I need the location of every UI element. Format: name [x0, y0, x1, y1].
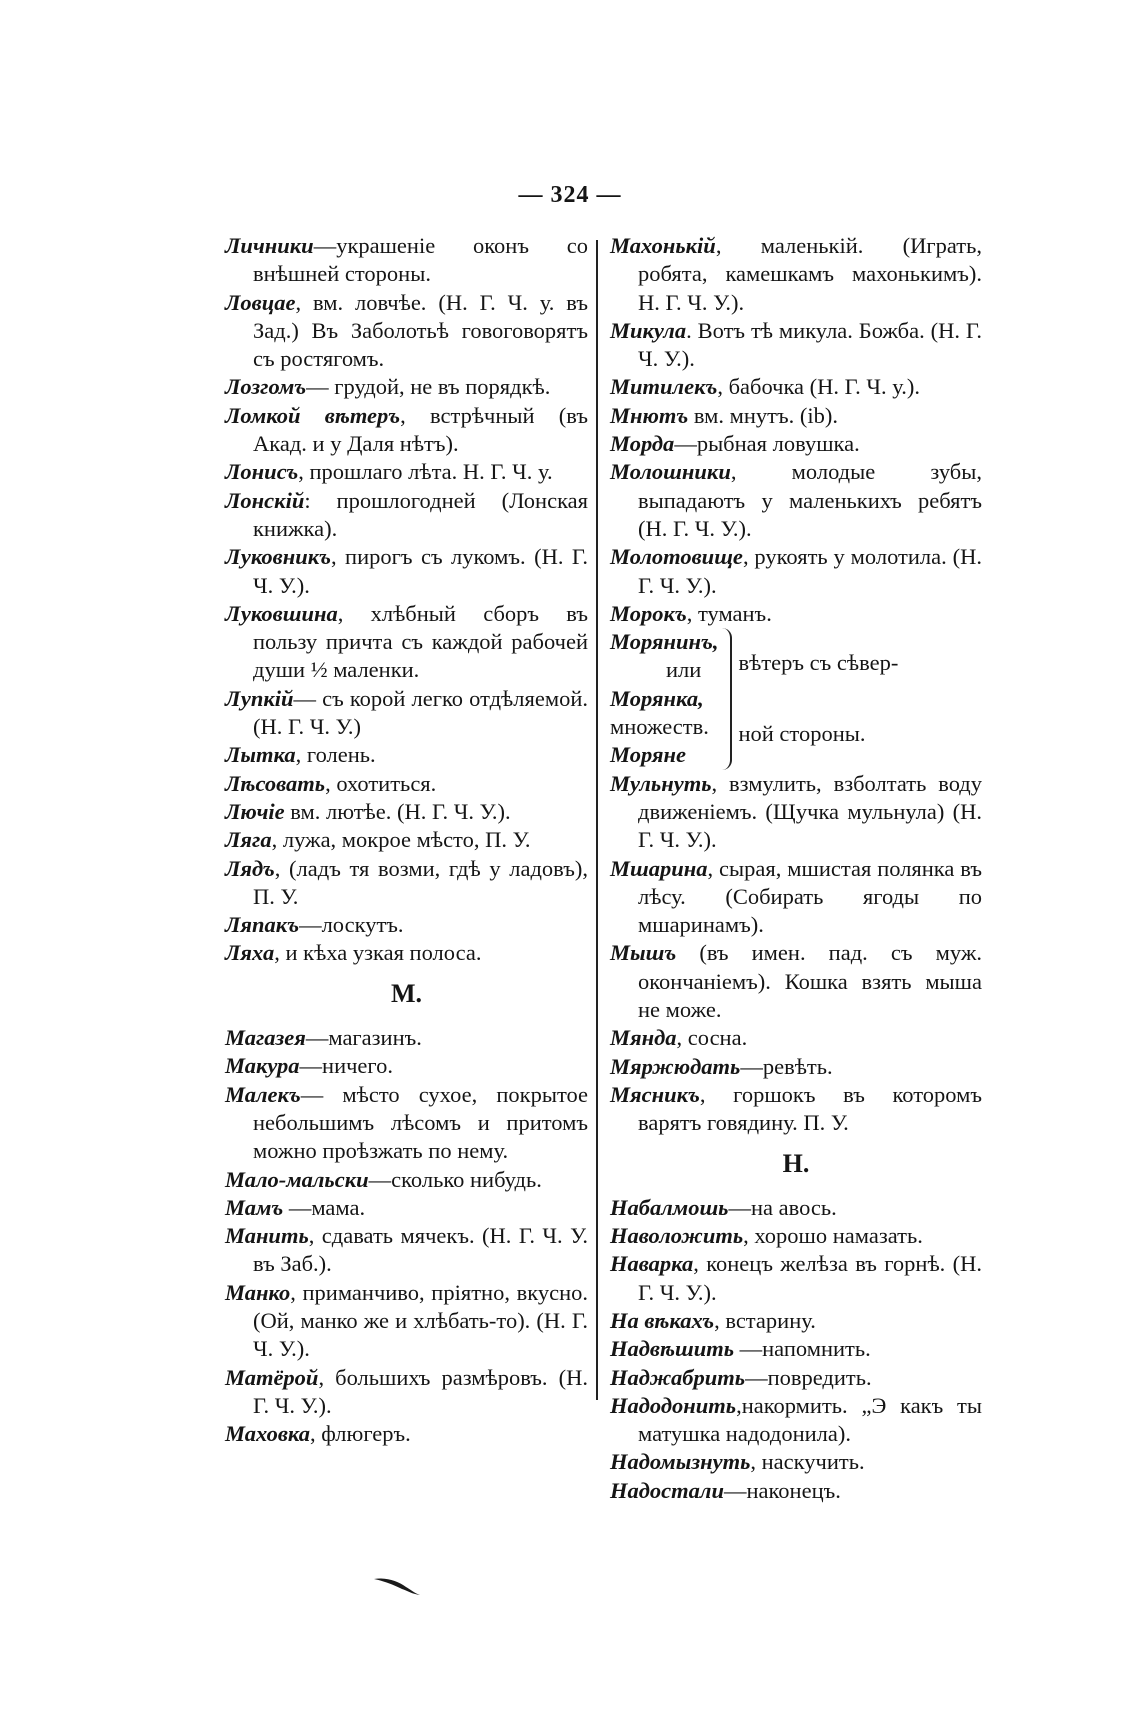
curly-brace-icon: [720, 628, 732, 769]
dictionary-entry: [610, 402, 982, 430]
entry-definition: , большихъ размѣровъ. (Н. Г. Ч. У.).: [253, 1364, 588, 1418]
brace-words: [610, 628, 718, 769]
entry-definition: —сколько нибудь.: [368, 1166, 542, 1192]
entry-definition: , встарину.: [714, 1307, 816, 1333]
brace-word-ili: или: [666, 657, 702, 683]
entry-headword: Луковшина: [225, 600, 338, 626]
page-number: — 324 —: [518, 182, 622, 208]
entry-headword: Микула: [610, 317, 687, 343]
dictionary-entry: [610, 1081, 982, 1138]
dictionary-entry: [610, 430, 982, 458]
dictionary-entry: [610, 855, 982, 940]
brace-def-line1: вѣтеръ съ сѣвер-: [738, 650, 899, 676]
dictionary-entry: [610, 1335, 982, 1363]
entry-headword: Надодонить: [610, 1392, 737, 1418]
entry-definition: , молодые зубы, выпадаютъ у маленькихъ ребятъ (Н. Г. Ч. У.).: [638, 459, 982, 541]
dictionary-entry: [225, 1279, 588, 1364]
right-column: [610, 232, 982, 1505]
entry-definition: (въ имен. пад. съ муж. окончаніемъ). Кошка взять мыша не може.: [638, 940, 982, 1023]
fleuron-icon: [372, 1575, 422, 1597]
entry-headword: Наджабрить: [610, 1364, 746, 1390]
entry-headword: Лытка: [225, 742, 296, 768]
entry-definition: , прошлаго лѣта. Н. Г. Ч. у.: [298, 459, 553, 485]
dictionary-entry: [225, 826, 588, 854]
entry-headword: Мянда: [610, 1025, 677, 1051]
entry-definition: , охотиться.: [325, 770, 437, 796]
entry-headword: Наварка: [610, 1251, 694, 1277]
entry-definition: ,накормить. „Э какъ ты матушка надодонила).: [638, 1392, 982, 1447]
entry-headword: На вѣкахъ: [610, 1307, 715, 1333]
entry-headword: Малекъ: [225, 1081, 301, 1107]
entry-headword: Молотовище: [610, 544, 743, 570]
entry-definition: , наскучить.: [750, 1449, 865, 1475]
entry-headword: Ляха: [225, 940, 275, 966]
entry-headword: Луковникъ: [225, 544, 331, 570]
dictionary-entry: [610, 600, 982, 628]
dictionary-entry: [610, 1448, 982, 1476]
dictionary-entry: [225, 1222, 588, 1279]
entry-definition: , хлѣбный сборъ въ пользу причта съ каждой рабочей души ½ маленки.: [253, 600, 588, 683]
dictionary-entry: [610, 1392, 982, 1449]
entry-headword: Мало-мальски: [225, 1166, 369, 1192]
dictionary-entry: [225, 232, 588, 289]
dictionary-entry: [225, 487, 588, 544]
dictionary-entry: [225, 458, 588, 486]
entry-definition: , (ладъ тя возми, гдѣ у ладовъ), П. У.: [253, 855, 588, 909]
dictionary-entry: [610, 939, 982, 1024]
entry-headword: Махонькій: [610, 233, 716, 258]
entry-definition: , сырая, мшистая полянка въ лѣсу. (Собирать ягоды по мшаринамъ).: [638, 855, 982, 938]
entries-m-after-brace: [610, 770, 982, 1138]
dictionary-entry: [225, 600, 588, 685]
entries-n: [610, 1194, 982, 1505]
entry-definition: , хорошо намазать.: [743, 1223, 923, 1249]
entry-definition: , встрѣчный (въ Акад. и у Даля нѣтъ).: [253, 402, 588, 457]
brace-definition: [738, 628, 898, 769]
dictionary-entry: [225, 1364, 588, 1421]
entry-headword: Надомызнуть: [610, 1449, 751, 1475]
entries-m: [225, 1024, 588, 1448]
entry-headword: Надвѣшить: [610, 1336, 735, 1362]
dictionary-entry: [225, 543, 588, 600]
dictionary-entry: [225, 1052, 588, 1080]
entry-headword: Лядъ: [225, 855, 275, 881]
entry-definition: , сосна.: [676, 1025, 748, 1051]
entry-definition: , голень.: [295, 742, 376, 768]
entry-headword: Надостали: [610, 1477, 724, 1503]
entry-headword: Маховка: [225, 1421, 311, 1447]
entry-headword: Набалмошь: [610, 1194, 729, 1220]
entry-definition: —украшеніе оконъ со внѣшней стороны.: [253, 233, 588, 287]
entry-headword: Митилекъ: [610, 374, 718, 400]
entry-definition: —ничего.: [299, 1053, 393, 1079]
dictionary-entry: [610, 1477, 982, 1505]
entry-definition: , и кѣха узкая полоса.: [274, 940, 482, 966]
dictionary-entry: [610, 1194, 982, 1222]
entry-definition: —ревѣть.: [740, 1053, 833, 1079]
entry-definition: —лоскутъ.: [299, 912, 404, 938]
entry-definition: — мѣсто сухое, покрытое небольшимъ лѣсомъ и притомъ можно проѣзжать по нему.: [253, 1081, 588, 1164]
brace-def-line2: ной стороны.: [738, 721, 866, 747]
dictionary-entry: [610, 543, 982, 600]
brace-word-mnozhestv: множеств.: [610, 714, 709, 740]
entry-headword: Макура: [225, 1053, 300, 1079]
entry-headword: Мнютъ: [610, 402, 689, 428]
dictionary-entry: [610, 373, 982, 401]
dictionary-entry: [225, 939, 588, 967]
dictionary-entry: [225, 1166, 588, 1194]
entry-headword: Мшарина: [610, 855, 708, 881]
dictionary-entry: [610, 317, 982, 374]
entry-headword: Манко: [225, 1279, 291, 1305]
dictionary-entry: [610, 1053, 982, 1081]
entry-headword: Личники: [225, 233, 314, 258]
dictionary-entry: [225, 855, 588, 912]
entry-headword: Наволожить: [610, 1223, 744, 1249]
dictionary-entry: [225, 685, 588, 742]
entries-m-continued: [610, 232, 982, 628]
entry-headword: Морокъ: [610, 600, 687, 626]
entry-definition: , сдавать мячекъ. (Н. Г. Ч. У. въ Заб.).: [253, 1223, 588, 1277]
entries-l: [225, 232, 588, 968]
dictionary-entry: [225, 373, 588, 401]
entry-headword: Лѣсовать: [225, 770, 326, 796]
dictionary-entry: [610, 770, 982, 855]
entry-headword: Мышъ: [610, 940, 677, 966]
entry-definition: , конецъ желѣза въ горнѣ. (Н. Г. Ч. У.).: [638, 1251, 982, 1305]
entry-definition: , рукоять у молотила. (Н. Г. Ч. У.).: [638, 544, 982, 598]
dictionary-entry: [225, 402, 588, 459]
dictionary-entry: [610, 1307, 982, 1335]
entry-definition: —рыбная ловушка.: [674, 431, 860, 457]
entry-definition: . Вотъ тѣ микула. Божба. (Н. Г. Ч. У.).: [638, 317, 982, 372]
entry-headword: Лючіе: [225, 798, 285, 824]
entry-definition: , маленькій. (Играть, робята, камешкамъ махонькимъ). Н. Г. Ч. У.).: [638, 233, 982, 315]
entry-definition: , бабочка (Н. Г. Ч. у.).: [717, 374, 920, 400]
entry-headword: Ляга: [225, 827, 272, 853]
entry-definition: —мама.: [283, 1194, 366, 1220]
entry-headword: Матёрой: [225, 1364, 319, 1390]
entry-definition: , вм. ловчѣе. (Н. Г. Ч. у. въ Зад.) Въ Заболотьѣ говоговорятъ съ ростягомъ.: [253, 289, 588, 372]
brace-word-moryane: Моряне: [610, 742, 686, 768]
entry-definition: , туманъ.: [686, 600, 772, 626]
brace-group-moryanin: [610, 628, 982, 769]
entry-headword: Манить: [225, 1223, 309, 1249]
dictionary-entry: [610, 1250, 982, 1307]
entry-headword: Морда: [610, 431, 675, 457]
column-divider: [596, 240, 598, 1400]
entry-definition: , взмулить, взболтать воду движеніемъ. (Щучка мульнула) (Н. Г. Ч. У.).: [638, 770, 982, 853]
section-letter-n: Н.: [782, 1148, 810, 1178]
entry-definition: : прошлогодней (Лонская книжка).: [253, 487, 588, 541]
dictionary-entry: [225, 1081, 588, 1166]
entry-definition: , пирогъ съ лукомъ. (Н. Г. Ч. У.).: [253, 544, 588, 598]
entry-headword: Ломкой вѣтеръ: [225, 402, 401, 428]
entry-headword: Лозгомъ: [225, 374, 307, 400]
entry-headword: Лонисъ: [225, 459, 299, 485]
entry-headword: Молошники: [610, 459, 731, 485]
entry-headword: Мамъ: [225, 1194, 284, 1220]
entry-definition: — съ корой легко отдѣляемой. (Н. Г. Ч. У.): [253, 685, 588, 740]
dictionary-entry: [610, 1222, 982, 1250]
brace-word-moryanka: Морянка,: [610, 685, 704, 711]
entry-headword: Ловцае: [225, 289, 296, 315]
dictionary-entry: [225, 798, 588, 826]
dictionary-entry: [225, 741, 588, 769]
dictionary-entry: [610, 232, 982, 317]
entry-headword: Мяржюдать: [610, 1053, 741, 1079]
dictionary-entry: [225, 770, 588, 798]
entry-headword: Лупкій: [225, 685, 294, 711]
dictionary-entry: [225, 1194, 588, 1222]
entry-definition: , лужа, мокрое мѣсто, П. У.: [271, 827, 531, 853]
dictionary-entry: [610, 458, 982, 543]
entry-definition: —на авось.: [728, 1194, 837, 1220]
entry-headword: Лонскій: [225, 487, 305, 513]
entry-definition: —наконецъ.: [723, 1477, 841, 1503]
entry-definition: , флюгеръ.: [310, 1421, 411, 1447]
dictionary-entry: [225, 911, 588, 939]
entry-definition: вм. мнутъ. (ib).: [688, 402, 838, 428]
entry-definition: , горшокъ въ которомъ варятъ говядину. П. У.: [638, 1081, 982, 1136]
entry-definition: , приманчиво, пріятно, вкусно. (Ой, манко же и хлѣбать-то). (Н. Г. Ч. У.).: [253, 1279, 588, 1362]
dictionary-entry: [225, 1024, 588, 1052]
section-letter-m: М.: [390, 978, 423, 1008]
dictionary-entry: [610, 1364, 982, 1392]
dictionary-entry: [610, 1024, 982, 1052]
entry-headword: Магазея: [225, 1025, 306, 1051]
entry-definition: —магазинъ.: [305, 1025, 422, 1051]
dictionary-entry: [225, 1420, 588, 1448]
entry-definition: —повредить.: [745, 1364, 872, 1390]
brace-word-moryanin: Морянинъ,: [610, 629, 719, 655]
entry-definition: вм. лютѣе. (Н. Г. Ч. У.).: [284, 798, 511, 824]
left-column: [225, 232, 588, 1448]
entry-headword: Мульнуть: [610, 770, 712, 796]
entry-definition: — грудой, не въ порядкѣ.: [306, 374, 551, 400]
dictionary-entry: [225, 289, 588, 374]
entry-definition: —напомнить.: [734, 1336, 871, 1362]
entry-headword: Ляпакъ: [225, 912, 300, 938]
entry-headword: Мясникъ: [610, 1081, 700, 1107]
